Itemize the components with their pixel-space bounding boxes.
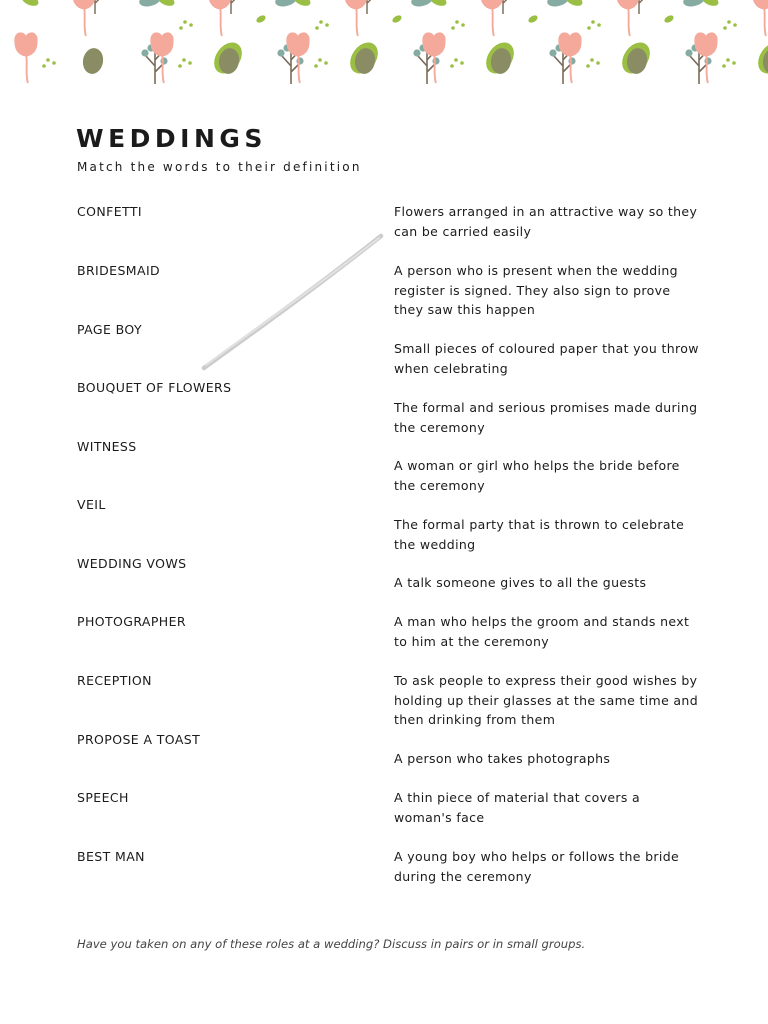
- word-item: WEDDING VOWS: [77, 556, 187, 571]
- page-title: WEDDINGS: [76, 124, 267, 153]
- leaf-icon: [682, 0, 706, 9]
- flower-icon: [208, 0, 231, 36]
- flower-icon: [558, 32, 581, 83]
- word-item: PHOTOGRAPHER: [77, 614, 186, 629]
- word-item: BRIDESMAID: [77, 263, 161, 278]
- definition-item: A person who takes photographs: [394, 751, 611, 766]
- leaf-icon: [20, 0, 41, 8]
- leaf-icon: [410, 0, 434, 9]
- word-item: VEIL: [77, 497, 106, 512]
- leaf-icon: [546, 0, 570, 9]
- definition-item: The formal party that is thrown to celebrate the wedding: [394, 517, 685, 552]
- leaf-icon: [391, 14, 403, 24]
- discussion-prompt: Have you taken on any of these roles at a wedding? Discuss in pairs or in small groups.: [77, 937, 586, 951]
- definition-item: A talk someone gives to all the guests: [394, 575, 647, 590]
- leaf-icon: [138, 0, 162, 9]
- floral-border: [0, 0, 768, 96]
- flower-icon: [752, 0, 768, 36]
- dots-icon: [179, 20, 193, 30]
- dots-icon: [450, 58, 464, 68]
- flower-icon: [72, 0, 95, 36]
- word-item: PROPOSE A TOAST: [77, 732, 201, 747]
- definition-item: Flowers arranged in an attractive way so they can be carried easily: [394, 204, 698, 239]
- flower-icon: [422, 32, 445, 83]
- leaf-icon: [255, 14, 267, 24]
- flower-icon: [480, 0, 503, 36]
- dots-icon: [42, 58, 56, 68]
- definition-item: A woman or girl who helps the bride before the ceremony: [394, 458, 680, 493]
- word-item: WITNESS: [77, 439, 137, 454]
- definition-item: Small pieces of coloured paper that you throw when celebrating: [394, 341, 699, 376]
- word-item: SPEECH: [77, 790, 129, 805]
- dots-icon: [722, 58, 736, 68]
- flower-icon: [694, 32, 717, 83]
- match-line: [195, 226, 390, 376]
- dots-icon: [723, 20, 737, 30]
- dots-icon: [586, 58, 600, 68]
- word-item: RECEPTION: [77, 673, 152, 688]
- leaf-icon: [527, 14, 539, 24]
- dots-icon: [314, 58, 328, 68]
- flower-icon: [616, 0, 639, 36]
- definition-item: The formal and serious promises made during the ceremony: [394, 400, 698, 435]
- definition-item: A thin piece of material that covers a woman's face: [394, 790, 641, 825]
- dots-icon: [315, 20, 329, 30]
- dots-icon: [451, 20, 465, 30]
- leaf-icon: [274, 0, 298, 9]
- definition-item: A person who is present when the wedding register is signed. They also sign to prove they saw this happen: [394, 263, 678, 318]
- word-item: CONFETTI: [77, 204, 142, 219]
- word-item: PAGE BOY: [77, 322, 142, 337]
- definition-item: A young boy who helps or follows the bride during the ceremony: [394, 849, 680, 884]
- dots-icon: [178, 58, 192, 68]
- flower-icon: [150, 32, 173, 83]
- definition-item: A man who helps the groom and stands next to him at the ceremony: [394, 614, 690, 649]
- definition-item: To ask people to express their good wishes by holding up their glasses at the same time and then drinking from them: [394, 673, 698, 728]
- floral-pattern: [14, 0, 768, 84]
- flower-icon: [14, 32, 37, 83]
- dots-icon: [587, 20, 601, 30]
- flower-icon: [344, 0, 367, 36]
- word-item: BOUQUET OF FLOWERS: [77, 380, 232, 395]
- flower-icon: [286, 32, 309, 83]
- leaf-icon: [81, 46, 105, 75]
- instructions: Match the words to their definition: [77, 160, 362, 174]
- leaf-icon: [663, 14, 675, 24]
- word-item: BEST MAN: [77, 849, 145, 864]
